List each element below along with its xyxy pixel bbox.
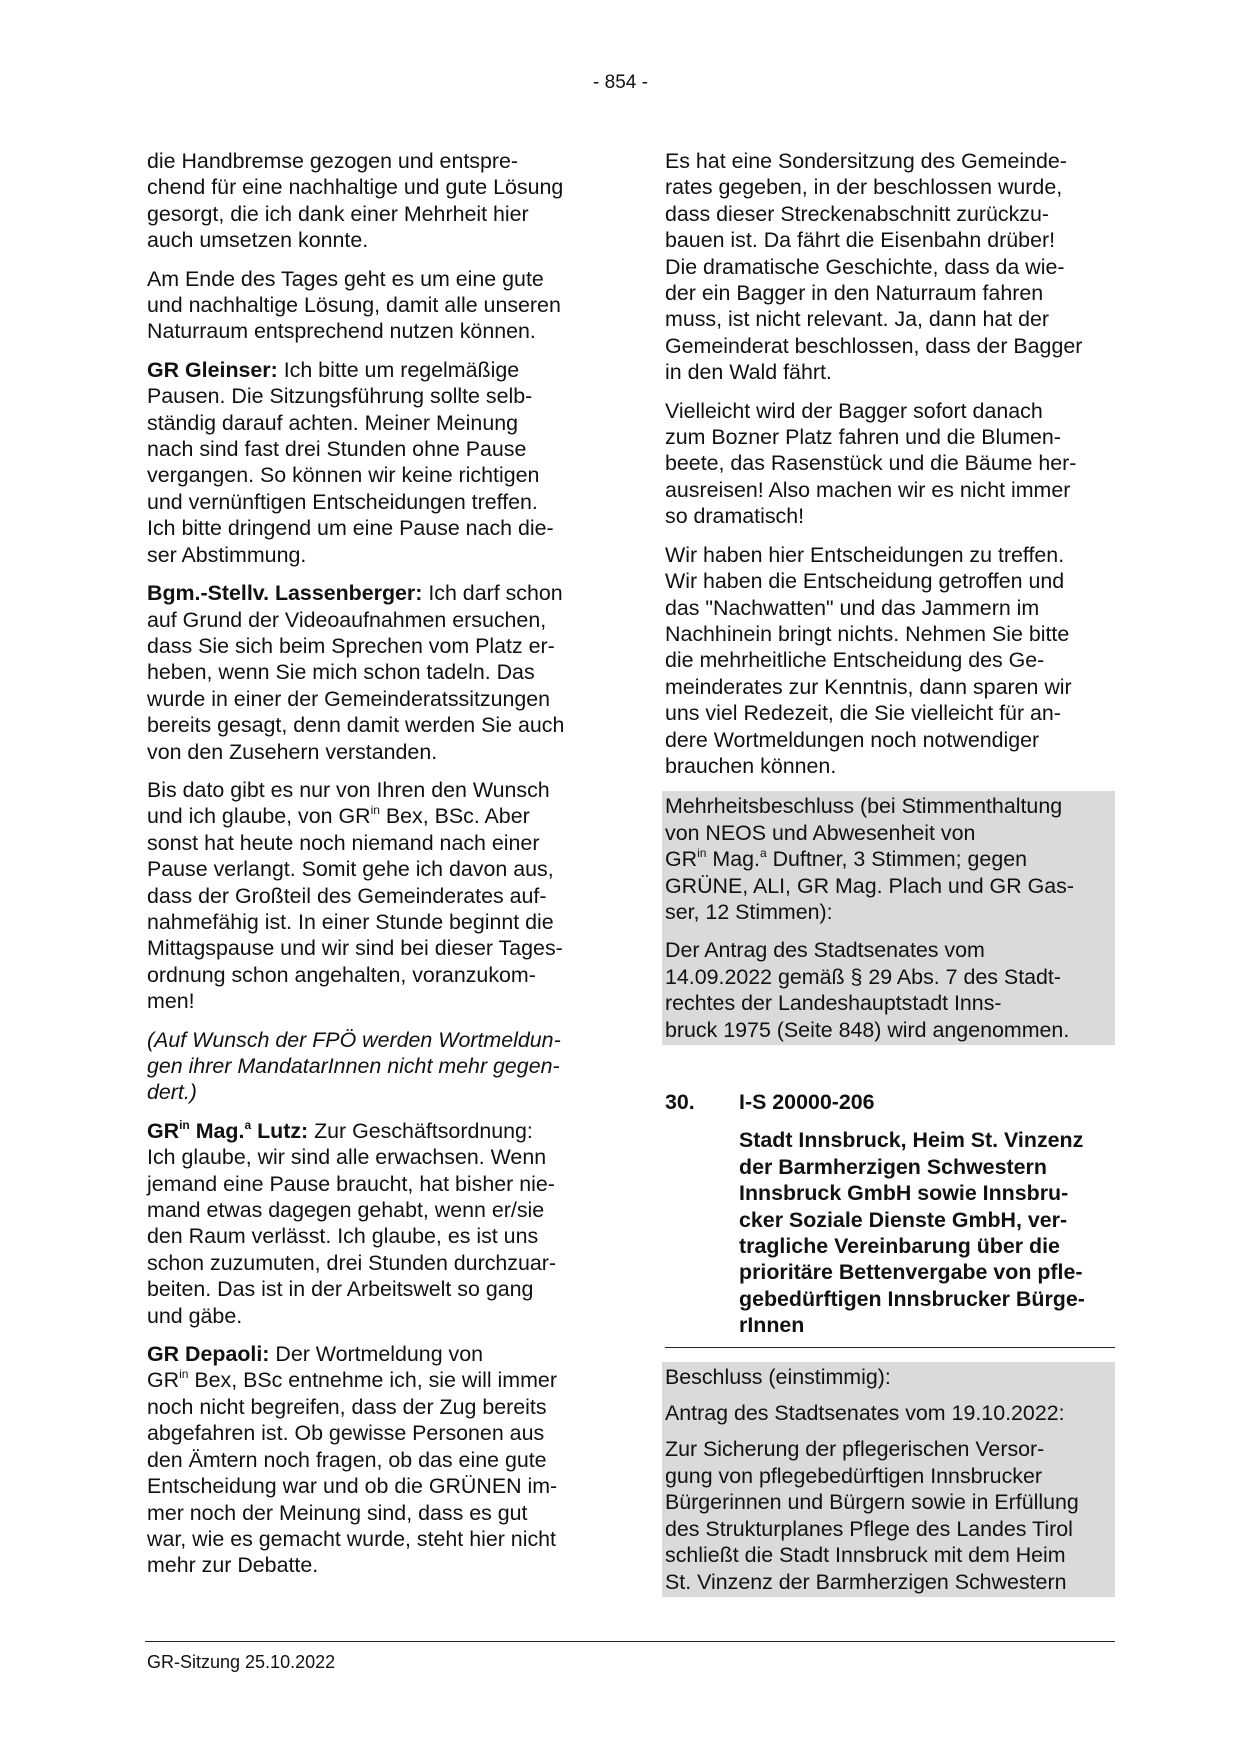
resolution-text: Der Antrag des Stadtsenates vom 14.09.2022 gemäß § 29 Abs. 7 des Stadt- rechtes der Landeshauptstadt Inns- bruck 1975 (Seite 848) wird angenommen.	[665, 938, 1070, 1042]
paragraph: Am Ende des Tages geht es um eine gute und nachhaltige Lösung, damit alle unseren Naturraum entsprechend nutzen können.	[147, 266, 561, 344]
footer-divider	[145, 1641, 1115, 1642]
resolution-vote: Beschluss (einstimmig):	[665, 1364, 891, 1389]
speaker-name: GR Gleinser:	[147, 357, 278, 382]
right-column	[665, 148, 1115, 1597]
resolution-box	[662, 791, 1115, 1045]
agenda-item-header	[665, 1089, 1115, 1115]
speech-gleinser: GR Gleinser: Ich bitte um regelmäßige Pausen. Die Sitzungsführung sollte selb- ständig darauf achten. Meiner Meinung nach sind fast drei Stunden ohne Pause vergangen. So können wir keine richtigen und vernünftigen Entscheidungen treffen. Ich bitte dringend um eine Pause nach die- ser Abstimmung.	[147, 357, 554, 567]
resolution-box	[662, 1362, 1115, 1597]
paragraph: Es hat eine Sondersitzung des Gemeinde- rates gegeben, in der beschlossen wurde, dass dieser Streckenabschnitt zurückzu- bauen ist. Da fährt die Eisenbahn drüber! Die dramatische Geschichte, dass da wie- der ein Bagger in den Naturraum fahren muss, ist nicht relevant. Ja, dann hat der Gemeinderat beschlossen, dass der Bagger in den Wald fährt.	[665, 149, 1083, 385]
paragraph: Vielleicht wird der Bagger sofort danach zum Bozner Platz fahren und die Blumen- beete, das Rasenstück und die Bäume her- ausreisen! Also machen wir es nicht immer so dramatisch!	[665, 398, 1077, 529]
resolution-motion: Antrag des Stadtsenates vom 19.10.2022:	[665, 1401, 1065, 1426]
speech-lassenberger: Bgm.-Stellv. Lassenberger: Ich darf schon auf Grund der Videoaufnahmen ersuchen, dass Sie sich beim Sprechen vom Platz er- heben, wenn Sie mich schon tadeln. Das wurde in einer der Gemeinderatssitzungen bereits gesagt, denn damit werden Sie auch von den Zusehern verstanden.	[147, 581, 565, 764]
divider	[665, 1347, 1115, 1348]
agenda-item-code: I-S 20000-206	[739, 1090, 875, 1114]
speaker-name: GR Depaoli:	[147, 1342, 270, 1367]
agenda-item-title: Stadt Innsbruck, Heim St. Vinzenz der Barmherzigen Schwestern Innsbruck GmbH sowie Innsbru- cker Soziale Dienste GmbH, ver- tragliche Vereinbarung über die prioritäre Bettenvergabe von pfle- gebedürftigen Innsbrucker Bürge- rInnen	[739, 1128, 1085, 1338]
speaker-name: $GR^{in}$ Mag.$^a$ Lutz:	[147, 1117, 309, 1143]
agenda-item-number: 30.	[665, 1090, 695, 1114]
left-column	[147, 148, 601, 1591]
footer: GR-Sitzung 25.10.2022	[147, 1652, 336, 1672]
paragraph: Bis dato gibt es nur von Ihren den Wunsch und ich glaube, von $GR^{in}$ Bex, BSc. Aber sonst hat heute noch niemand nach einer Pause verlangt. Somit gehe ich davon aus, dass der Großteil des Gemeinderates auf- nahmefähig ist. In einer Stunde beginnt die Mittagspause und wir sind bei dieser Tages- ordnung schon angehalten, voranzukom- men!	[147, 777, 563, 1014]
resolution-vote: Mehrheitsbeschluss (bei Stimmenthaltung von NEOS und Abwesenheit von $GR^{in}$ Mag.$^a$ Duftner, 3 Stimmen; gegen GRÜNE, ALI, GR Mag. Plach und GR Gas- ser, 12 Stimmen):	[665, 794, 1074, 924]
page-number: - 854 -	[593, 72, 648, 93]
speech-depaoli: GR Depaoli: Der Wortmeldung von $GR^{in}$ Bex, BSc entnehme ich, sie will immer noch nicht begreifen, dass der Zug bereits abgefahren ist. Ob gewisse Personen aus den Ämtern noch fragen, ob das eine gute Entscheidung war und ob die GRÜNEN im- mer noch der Meinung sind, dass es gut war, wie es gemacht wurde, steht hier nicht mehr zur Debatte.	[147, 1342, 558, 1578]
resolution-text: Zur Sicherung der pflegerischen Versor- gung von pflegebedürftigen Innsbrucker Bürgerinnen und Bürgern sowie in Erfüllung des Strukturplanes Pflege des Landes Tirol schließt die Stadt Innsbruck mit dem Heim St. Vinzenz der Barmherzigen Schwestern	[665, 1437, 1079, 1594]
italic-note: (Auf Wunsch der FPÖ werden Wortmeldun- gen ihrer MandatarInnen nicht mehr gegen- dert.)	[147, 1027, 561, 1105]
paragraph: die Handbremse gezogen und entspre- chend für eine nachhaltige und gute Lösung gesorgt, die ich dank einer Mehrheit hier auch umsetzen konnte.	[147, 149, 564, 253]
paragraph: Wir haben hier Entscheidungen zu treffen. Wir haben die Entscheidung getroffen und das "Nachwatten" und das Jammern im Nachhinein bringt nichts. Nehmen Sie bitte die mehrheitliche Entscheidung des Ge- meinderates zur Kenntnis, dann sparen wir uns viel Redezeit, die Sie vielleicht für an- dere Wortmeldungen noch notwendiger brauchen können.	[665, 542, 1072, 778]
speaker-name: Bgm.-Stellv. Lassenberger:	[147, 581, 423, 606]
speech-lutz: $GR^{in}$ Mag.$^a$ Lutz: Zur Geschäftsordnung: Ich glaube, wir sind alle erwachsen. Wenn jemand eine Pause braucht, hat bisher nie- mand etwas dagegen gehabt, wenn er/sie den Raum verlässt. Ich glaube, es ist uns schon zuzumuten, drei Stunden durchzuar- beiten. Das ist in der Arbeitswelt so gang und gäbe.	[147, 1117, 557, 1328]
